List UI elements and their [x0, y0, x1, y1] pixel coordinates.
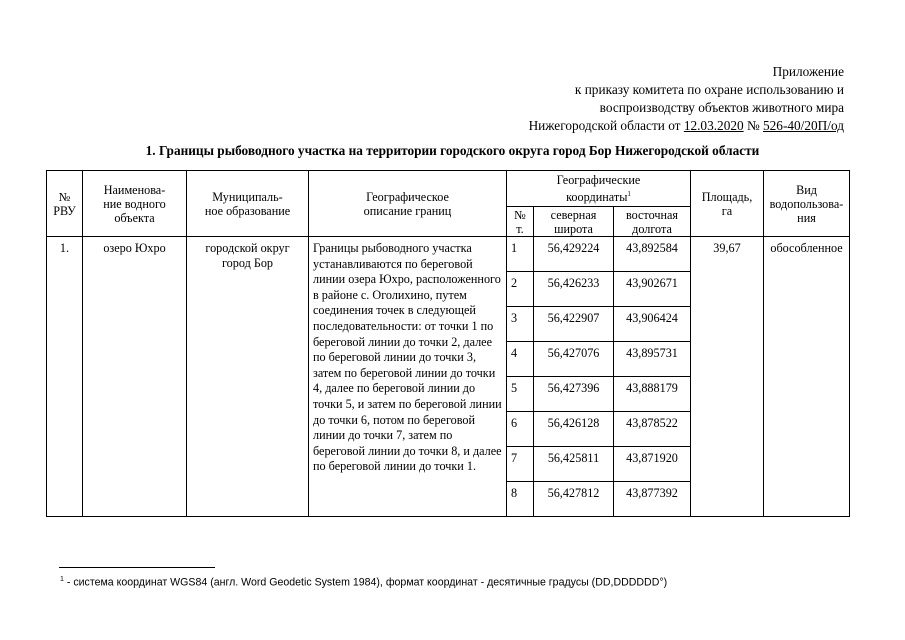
municipality: городской округ город Бор: [187, 237, 309, 517]
point-latitude: 56,422907: [534, 307, 614, 342]
point-latitude: 56,429224: [534, 237, 614, 272]
point-number: 2: [507, 272, 534, 307]
header-area: Площадь, га: [691, 171, 764, 237]
point-number: 5: [507, 377, 534, 412]
header-coordinates-label: Географические координаты: [556, 172, 641, 205]
point-longitude: 43,902671: [614, 272, 691, 307]
appendix-block: [384, 63, 844, 135]
appendix-order-line: [384, 117, 844, 135]
header-num: № РВУ: [47, 171, 83, 237]
footnote: [60, 576, 667, 589]
boundaries-table: [46, 170, 850, 517]
area-value: 39,67: [691, 237, 764, 517]
point-number: 1: [507, 237, 534, 272]
header-use-type: Вид водопользова- ния: [764, 171, 850, 237]
header-description: Географическое описание границ: [309, 171, 507, 237]
number-sign: №: [743, 118, 763, 133]
header-point-no: № т.: [507, 207, 534, 237]
appendix-line: воспроизводству объектов животного мира: [599, 100, 844, 115]
point-longitude: 43,877392: [614, 482, 691, 517]
table-body: [47, 237, 850, 517]
use-type: обособленное: [764, 237, 850, 517]
coordinates-footnote-mark: 1: [627, 189, 631, 198]
header-object-name: Наименова- ние водного объекта: [83, 171, 187, 237]
point-number: 4: [507, 342, 534, 377]
appendix-region: Нижегородской области от: [528, 118, 684, 133]
appendix-title: Приложение: [772, 64, 844, 79]
point-number: 8: [507, 482, 534, 517]
point-latitude: 56,426233: [534, 272, 614, 307]
point-latitude: 56,427812: [534, 482, 614, 517]
order-date: 12.03.2020: [683, 118, 744, 133]
footnote-text: - система координат WGS84 (англ. Word Geodetic System 1984), формат координат - десятичные градусы (DD,DDDDDD°): [63, 576, 668, 589]
point-latitude: 56,427076: [534, 342, 614, 377]
header-coordinates: [507, 171, 691, 207]
document-title: 1. Границы рыбоводного участка на территории городского округа город Бор Нижегородской области: [145, 143, 760, 158]
point-latitude: 56,426128: [534, 412, 614, 447]
point-longitude: 43,878522: [614, 412, 691, 447]
point-longitude: 43,892584: [614, 237, 691, 272]
order-number: 526-40/20П/од: [763, 118, 844, 133]
object-name: озеро Юхро: [83, 237, 187, 517]
point-longitude: 43,871920: [614, 447, 691, 482]
coordinate-row: [47, 237, 850, 272]
point-number: 7: [507, 447, 534, 482]
point-number: 3: [507, 307, 534, 342]
footnote-mark: 1: [60, 576, 64, 583]
header-longitude: восточная долгота: [614, 207, 691, 237]
point-longitude: 43,888179: [614, 377, 691, 412]
point-number: 6: [507, 412, 534, 447]
point-longitude: 43,906424: [614, 307, 691, 342]
point-longitude: 43,895731: [614, 342, 691, 377]
header-municipality: Муниципаль- ное образование: [187, 171, 309, 237]
header-latitude: северная широта: [534, 207, 614, 237]
boundary-description: Границы рыбоводного участка устанавливаются по береговой линии озера Юхро, расположенного в районе с. Оголихино, путем соединения точек в следующей последовательности: от точки 1 по береговой линии до точки 2, далее по береговой линии до точки 3, затем по береговой линии до точки 4, далее по береговой линии до точки 5, и затем по береговой линии до точки 6, потом по береговой линии до точки 7, затем по береговой линии до точки 8, и далее по береговой линии до точки 1.: [309, 237, 507, 517]
point-latitude: 56,425811: [534, 447, 614, 482]
footnote-divider: [59, 567, 215, 568]
point-latitude: 56,427396: [534, 377, 614, 412]
row-num: 1.: [47, 237, 83, 517]
appendix-line: к приказу комитета по охране использованию и: [574, 82, 844, 97]
